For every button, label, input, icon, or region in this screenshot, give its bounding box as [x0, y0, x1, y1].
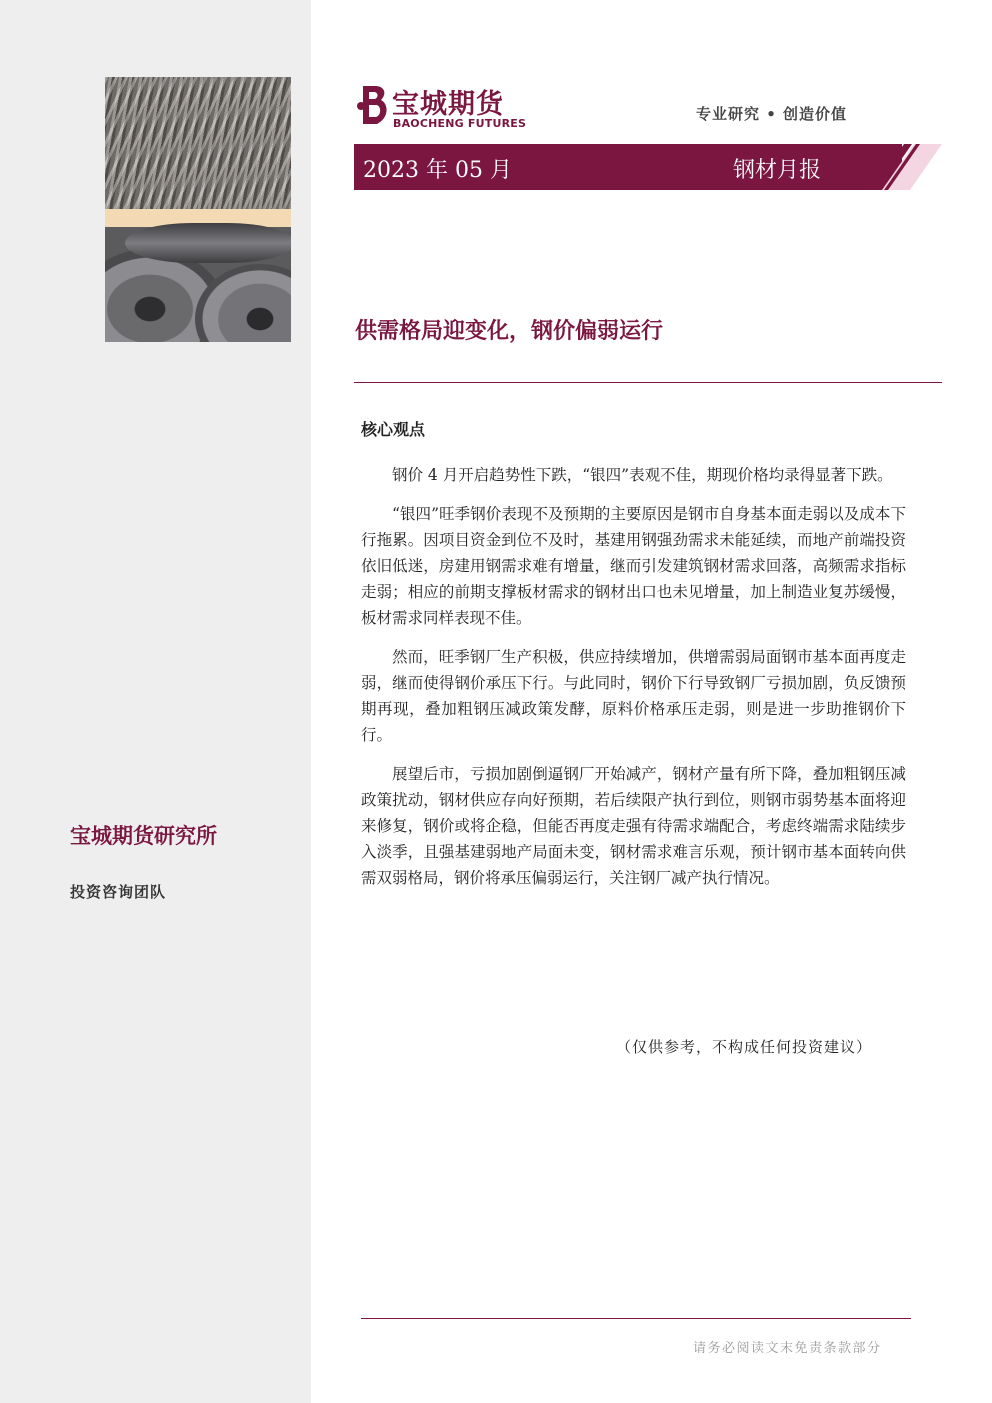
core-view-body [361, 462, 906, 904]
body-paragraph: 然而，旺季钢厂生产积极，供应持续增加，供增需弱局面钢市基本面再度走弱，继而使得钢价承压下行。与此同时，钢价下行导致钢厂亏损加剧，负反馈预期再现，叠加粗钢压减政策发酵，原料价格承压走弱，则是进一步助推钢价下行。 [361, 648, 906, 744]
report-type: 钢材月报 [733, 158, 822, 183]
core-view-heading: 核心观点 [361, 420, 426, 439]
brand-logo [355, 82, 530, 132]
research-institute-name: 宝城期货研究所 [70, 824, 217, 848]
body-paragraph: “银四”旺季钢价表现不及预期的主要原因是钢市自身基本面走弱以及成本下行拖累。因项目资金到位不及时，基建用钢强劲需求未能延续，而地产前端投资依旧低迷，房建用钢需求难有增量，继而引发建筑钢材需求回落，高频需求指标走弱；相应的前期支撑板材需求的钢材出口也未见增量，加上制造业复苏缓慢，板材需求同样表现不佳。 [361, 505, 906, 627]
logo-text-cn: 宝城期货 [392, 89, 504, 120]
team-name: 投资咨询团队 [70, 883, 167, 901]
report-date: 2023 年 05 月 [363, 158, 512, 183]
rebar-photo [105, 77, 291, 209]
headline-divider [354, 382, 942, 383]
logo-mark-icon [355, 82, 391, 130]
slogan: 专业研究 • 创造价值 [696, 105, 848, 123]
footer-divider [361, 1318, 911, 1319]
body-paragraph: 展望后市，亏损加剧倒逼钢厂开始减产，钢材产量有所下降，叠加粗钢压减政策扰动，钢材供应存向好预期，若后续限产执行到位，则钢市弱势基本面将迎来修复，钢价或将企稳，但能否再度走强有待需求端配合，考虑终端需求陆续步入淡季，且强基建弱地产局面未变，钢材需求难言乐观，预计钢市基本面转向供需双弱格局，钢价将承压偏弱运行，关注钢厂减产执行情况。 [361, 765, 906, 887]
logo-text-en: BAOCHENG FUTURES [393, 117, 527, 130]
steel-coil-photo [105, 209, 291, 342]
banner-stripes [858, 144, 942, 190]
footer-note: 请务必阅读文末免责条款部分 [693, 1341, 882, 1356]
body-paragraph: 钢价 4 月开启趋势性下跌，“银四”表观不佳，期现价格均录得显著下跌。 [392, 466, 893, 484]
report-headline: 供需格局迎变化，钢价偏弱运行 [355, 319, 664, 344]
investment-disclaimer: （仅供参考，不构成任何投资建议） [616, 1038, 873, 1056]
